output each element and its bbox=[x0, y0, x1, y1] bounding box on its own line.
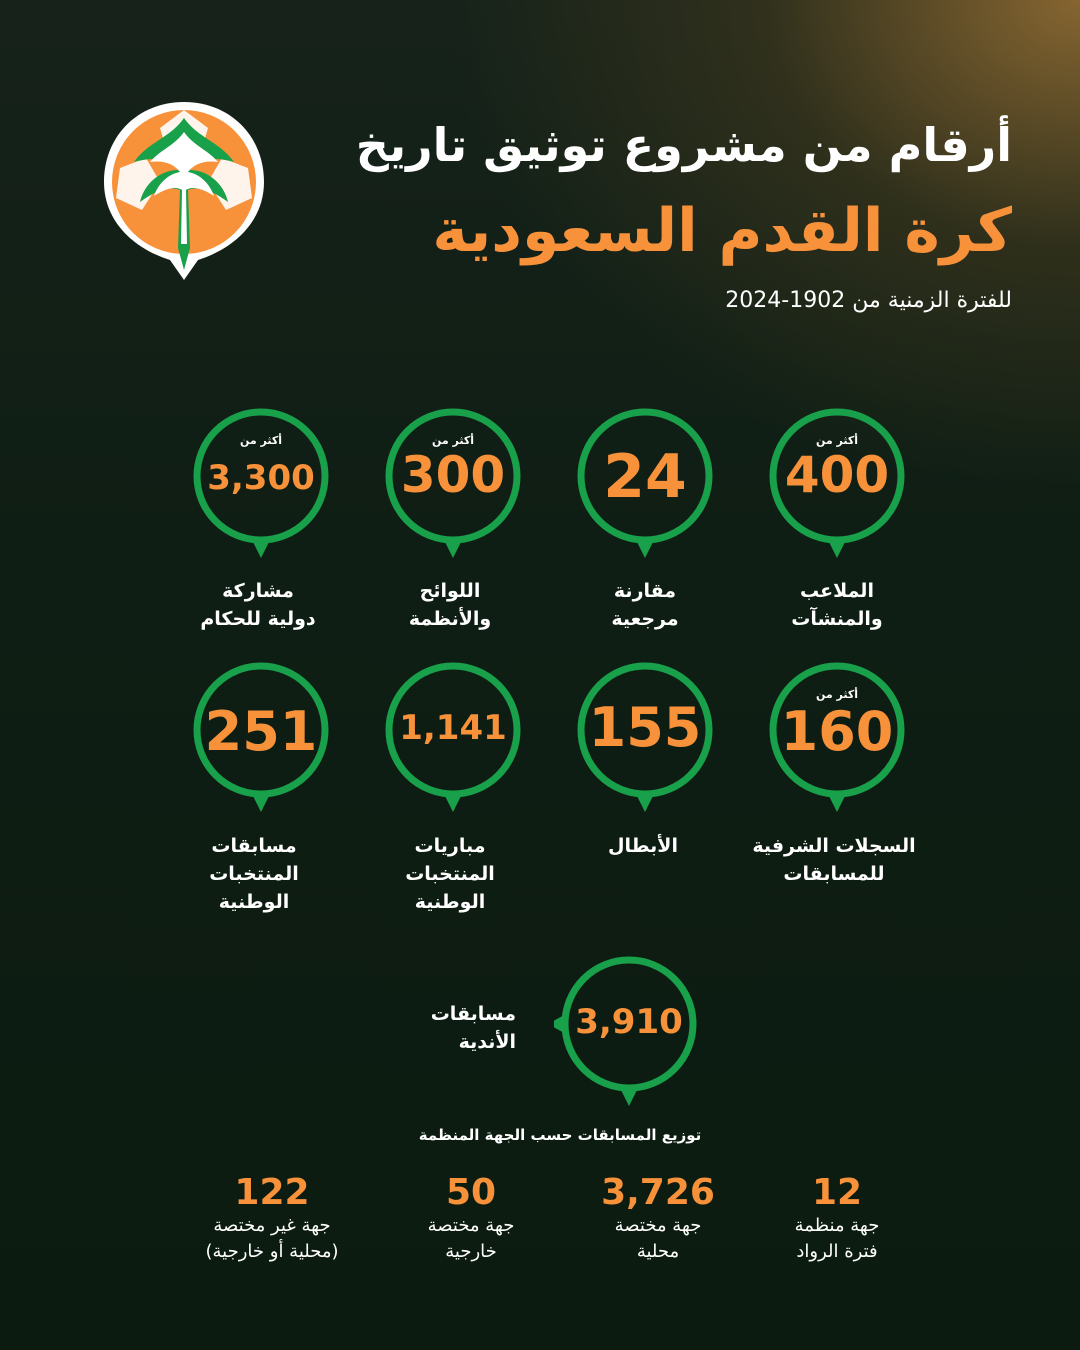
stat-label-regulations bbox=[350, 577, 550, 633]
stat-label-honor-records bbox=[734, 832, 934, 888]
stat-label-line: اللوائح bbox=[419, 580, 481, 602]
stat-pin-stadiums bbox=[762, 404, 912, 574]
stat-prefix: أكثر من bbox=[815, 434, 859, 447]
stat-value: 1,141 bbox=[399, 708, 507, 748]
stat-pin-honor-records bbox=[762, 658, 912, 828]
stat-value: 400 bbox=[784, 446, 890, 504]
stat-value: 300 bbox=[400, 446, 506, 504]
stat-label-line: والأنظمة bbox=[408, 608, 492, 630]
stat-value: 160 bbox=[780, 700, 894, 763]
stat-value: 3,910 bbox=[575, 1002, 683, 1042]
stat-pin-regulations bbox=[378, 404, 528, 574]
stat-label-line: الأبطال bbox=[608, 835, 678, 857]
distribution-label-line: (محلية أو خارجية) bbox=[205, 1241, 339, 1262]
distribution-label-line: جهة غير مختصة bbox=[213, 1215, 331, 1236]
stat-prefix: أكثر من bbox=[815, 688, 859, 701]
distribution-value: 122 bbox=[234, 1172, 310, 1213]
distribution-label-line: فترة الرواد bbox=[796, 1241, 878, 1262]
distribution-heading: توزيع المسابقات حسب الجهة المنظمة bbox=[418, 1126, 702, 1144]
stat-label-line: دولية للحكام bbox=[200, 608, 316, 630]
stat-label-line: الوطنية bbox=[414, 891, 486, 913]
stat-label-club-competitions bbox=[356, 1000, 516, 1056]
stat-label-line: السجلات الشرفية bbox=[752, 835, 916, 857]
stat-label-comparisons bbox=[545, 577, 745, 633]
stat-label-national-matches bbox=[350, 832, 550, 916]
period-subtitle: للفترة الزمنية من 1902-2024 bbox=[725, 288, 1012, 313]
distribution-label-line: جهة مختصة bbox=[614, 1215, 702, 1236]
stat-pin-referees bbox=[186, 404, 336, 574]
stat-value: 155 bbox=[588, 696, 702, 759]
distribution-label-line: خارجية bbox=[445, 1241, 497, 1262]
stat-label-line: الوطنية bbox=[218, 891, 290, 913]
stat-label-line: المنتخبات bbox=[405, 863, 495, 885]
stat-prefix: أكثر من bbox=[431, 434, 475, 447]
stat-value: 24 bbox=[603, 442, 687, 512]
palm-tree-ball-icon bbox=[100, 98, 268, 286]
stat-label-referees bbox=[158, 577, 358, 633]
stat-pin-champions bbox=[570, 658, 720, 828]
stat-label-champions bbox=[543, 832, 743, 860]
stat-value: 251 bbox=[204, 700, 318, 763]
stat-pin-national-matches bbox=[378, 658, 528, 828]
stat-label-line: مسابقات bbox=[211, 835, 297, 857]
stat-label-line: الملاعب bbox=[800, 580, 874, 602]
stat-prefix: أكثر من bbox=[239, 434, 283, 447]
distribution-value: 50 bbox=[445, 1172, 497, 1213]
stat-label-line: المنتخبات bbox=[209, 863, 299, 885]
stat-label-line: للمسابقات bbox=[783, 863, 885, 885]
stat-value: 3,300 bbox=[207, 458, 315, 498]
stat-pin-national-competitions bbox=[186, 658, 336, 828]
distribution-label-line: جهة منظمة bbox=[794, 1215, 880, 1236]
distribution-item-non-specialized bbox=[162, 1172, 382, 1265]
stat-label-line: مباريات bbox=[414, 835, 486, 857]
headline-line-2: كرة القدم السعودية bbox=[432, 196, 1012, 266]
stat-label-line: مشاركة bbox=[222, 580, 294, 602]
distribution-value: 12 bbox=[811, 1172, 863, 1213]
stat-label-stadiums bbox=[737, 577, 937, 633]
stat-label-line: مقارنة bbox=[613, 580, 677, 602]
stat-pin-club-competitions bbox=[554, 952, 704, 1122]
stat-label-line: مسابقات bbox=[430, 1003, 516, 1025]
distribution-label-line: جهة مختصة bbox=[427, 1215, 515, 1236]
distribution-item-local bbox=[548, 1172, 768, 1265]
stat-label-line: الأندية bbox=[458, 1031, 516, 1053]
stat-label-line: مرجعية bbox=[611, 608, 679, 630]
distribution-item-foreign bbox=[361, 1172, 581, 1265]
distribution-value: 3,726 bbox=[601, 1172, 715, 1213]
stat-pin-comparisons bbox=[570, 404, 720, 574]
distribution-label-line: محلية bbox=[636, 1241, 680, 1262]
stat-label-national-competitions bbox=[154, 832, 354, 916]
stat-label-line: والمنشآت bbox=[791, 608, 883, 630]
headline-line-1: أرقام من مشروع توثيق تاريخ bbox=[355, 118, 1012, 172]
